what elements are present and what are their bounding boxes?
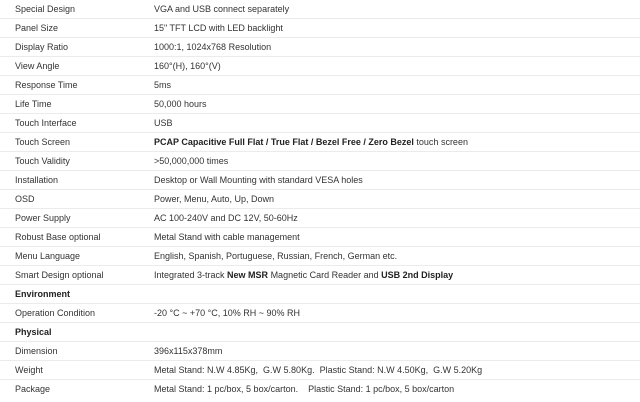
spec-value: 1000:1, 1024x768 Resolution xyxy=(154,38,640,57)
spec-value: 50,000 hours xyxy=(154,95,640,114)
spec-value: English, Spanish, Portuguese, Russian, French, German etc. xyxy=(154,247,640,266)
spec-value: Power, Menu, Auto, Up, Down xyxy=(154,190,640,209)
section-heading-physical xyxy=(0,323,640,342)
spec-row-touch-interface xyxy=(0,114,640,133)
spec-row-robust-base xyxy=(0,228,640,247)
spec-row-panel-size xyxy=(0,19,640,38)
spec-value: >50,000,000 times xyxy=(154,152,640,171)
spec-value: VGA and USB connect separately xyxy=(154,0,640,19)
spec-label: Power Supply xyxy=(0,209,154,228)
spec-label: Life Time xyxy=(0,95,154,114)
spec-value-bold: USB 2nd Display xyxy=(381,270,454,280)
spec-label: View Angle xyxy=(0,57,154,76)
spec-value: 5ms xyxy=(154,76,640,95)
spec-row-smart-design xyxy=(0,266,640,285)
spec-value: 15" TFT LCD with LED backlight xyxy=(154,19,640,38)
spec-row-touch-screen xyxy=(0,133,640,152)
spec-label: Touch Screen xyxy=(0,133,154,152)
spec-row-dimension xyxy=(0,342,640,361)
spec-value: Metal Stand with cable management xyxy=(154,228,640,247)
spec-value: 160°(H), 160°(V) xyxy=(154,57,640,76)
spec-label: Display Ratio xyxy=(0,38,154,57)
spec-label: Robust Base optional xyxy=(0,228,154,247)
spec-label: Touch Validity xyxy=(0,152,154,171)
spec-value-rest: touch screen xyxy=(413,137,468,147)
spec-row-touch-validity xyxy=(0,152,640,171)
spec-value: Metal Stand: 1 pc/box, 5 box/carton. Plastic Stand: 1 pc/box, 5 box/carton xyxy=(154,384,455,394)
spec-value-bold: PCAP Capacitive Full Flat / True Flat / Bezel Free / Zero Bezel xyxy=(154,137,414,147)
spec-value xyxy=(154,133,640,152)
spec-value-part: Magnetic Card Reader and xyxy=(268,270,382,280)
spec-row-menu-language xyxy=(0,247,640,266)
spec-label: Installation xyxy=(0,171,154,190)
spec-row-operation-condition xyxy=(0,304,640,323)
spec-row-package xyxy=(0,380,640,399)
spec-value: AC 100-240V and DC 12V, 50-60Hz xyxy=(154,209,640,228)
spec-label: Special Design xyxy=(0,0,154,19)
spec-label: Smart Design optional xyxy=(0,266,154,285)
section-heading-environment xyxy=(0,285,640,304)
spec-value: Metal Stand: N.W 4.85Kg, G.W 5.80Kg. Plastic Stand: N.W 4.50Kg, G.W 5.20Kg xyxy=(154,361,640,380)
spec-row-display-ratio xyxy=(0,38,640,57)
spec-label: Response Time xyxy=(0,76,154,95)
spec-value: -20 °C ~ +70 °C, 10% RH ~ 90% RH xyxy=(154,304,640,323)
spec-row-power-supply xyxy=(0,209,640,228)
spec-label: Package xyxy=(15,384,51,394)
spec-value xyxy=(154,266,640,285)
spec-value: Desktop or Wall Mounting with standard VESA holes xyxy=(154,171,640,190)
spec-row-installation xyxy=(0,171,640,190)
spec-value-bold: New MSR xyxy=(227,270,269,280)
spec-row-osd xyxy=(0,190,640,209)
spec-row-life-time xyxy=(0,95,640,114)
spec-label: Weight xyxy=(0,361,154,380)
spec-label: Dimension xyxy=(0,342,154,361)
section-title: Physical xyxy=(0,323,154,342)
spec-label: Panel Size xyxy=(0,19,154,38)
spec-label: OSD xyxy=(0,190,154,209)
spec-label: Touch Interface xyxy=(0,114,154,133)
spec-row-special-design xyxy=(0,0,640,19)
spec-label: Operation Condition xyxy=(0,304,154,323)
spec-row-view-angle xyxy=(0,57,640,76)
spec-value: USB xyxy=(154,114,640,133)
spec-row-response-time xyxy=(0,76,640,95)
spec-value: 396x115x378mm xyxy=(154,342,640,361)
section-title: Environment xyxy=(0,285,154,304)
spec-row-weight xyxy=(0,361,640,380)
spec-label: Menu Language xyxy=(0,247,154,266)
spec-value-part: Integrated 3-track xyxy=(154,270,228,280)
